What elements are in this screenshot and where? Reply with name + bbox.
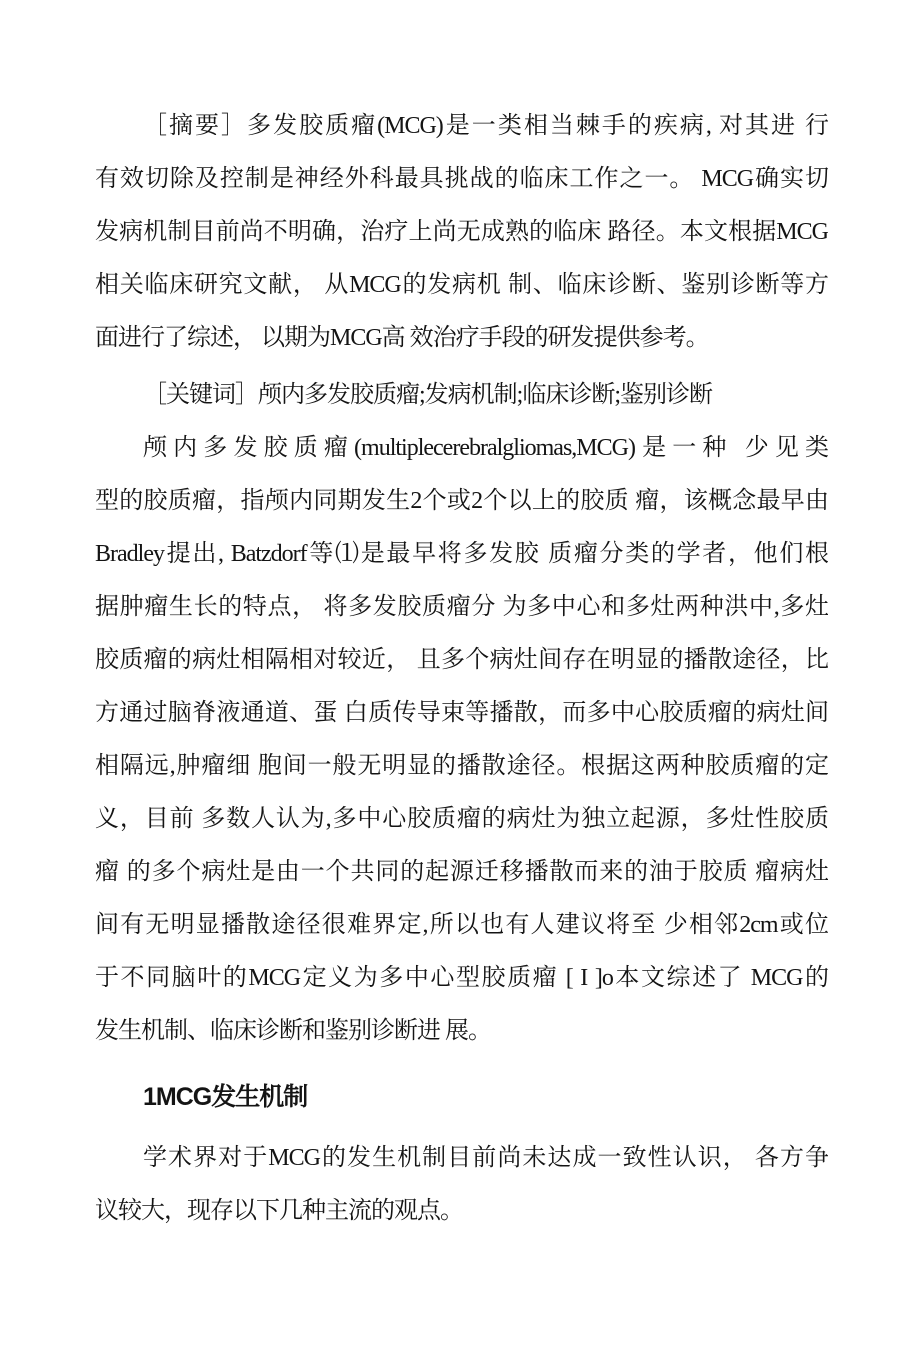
text-line: 有效切除及控制是神经外科最具挑战的临床工作之一。 MCG确实切	[95, 166, 828, 192]
text-line: 学术界对于MCG的发生机制目前尚未达成一致性认识， 各方争	[143, 1145, 828, 1171]
text-line: 颅内多发胶质瘤(multiplecerebralgliomas,MCG)是一种 少见类	[143, 435, 828, 461]
abstract	[95, 100, 828, 365]
document-body	[95, 100, 828, 1238]
text-line: 相隔远,肿瘤细 胞间一般无明显的播散途径。根据这两种胶质瘤的定	[95, 753, 828, 779]
text-line: 1MCG发生机制	[143, 1083, 308, 1111]
text-line: 方通过脑脊液通道、蛋 白质传导束等播散，而多中心胶质瘤的病灶间	[95, 700, 828, 726]
text-line: ［摘要］多发胶质瘤(MCG)是一类相当棘手的疾病, 对其进 行	[143, 113, 828, 139]
text-line: 义，目前 多数人认为,多中心胶质瘤的病灶为独立起源，多灶性胶质	[95, 806, 828, 832]
keywords	[95, 369, 828, 422]
text-line: 相关临床研究文献， 从MCG的发病机 制、临床诊断、鉴别诊断等方	[95, 272, 828, 298]
text-line: ［关键词］颅内多发胶质瘤;发病机制;临床诊断;鉴别诊断	[143, 382, 713, 408]
text-line: 胶质瘤的病灶相隔相对较近， 且多个病灶间存在明显的播散途径，比	[95, 647, 828, 673]
text-line: 瘤 的多个病灶是由一个共同的起源迁移播散而来的油于胶质 瘤病灶	[95, 859, 828, 885]
introduction	[95, 422, 828, 1058]
section-1-heading	[95, 1071, 828, 1124]
text-line: 面进行了综述， 以期为MCG高 效治疗手段的研发提供参考。	[95, 325, 709, 351]
section-1-text	[95, 1132, 828, 1238]
text-line: 据肿瘤生长的特点， 将多发胶质瘤分 为多中心和多灶两种洪中,多灶	[95, 594, 828, 620]
text-line: 于不同脑叶的MCG定义为多中心型胶质瘤 [ I ]o本文综述了 MCG的	[95, 965, 828, 991]
text-line: 议较大，现存以下几种主流的观点。	[95, 1198, 463, 1224]
text-line: 型的胶质瘤，指颅内同期发生2个或2个以上的胶质 瘤，该概念最早由	[95, 488, 828, 514]
text-line: 发生机制、临床诊断和鉴别诊断进 展。	[95, 1018, 491, 1044]
text-line: Bradley提出, Batzdorf等⑴是最早将多发胶 质瘤分类的学者，他们根	[95, 541, 828, 567]
text-line: 间有无明显播散途径很难界定,所以也有人建议将至 少相邻2cm或位	[95, 912, 828, 938]
text-line: 发病机制目前尚不明确，治疗上尚无成熟的临床 路径。本文根据MCG	[95, 219, 828, 245]
